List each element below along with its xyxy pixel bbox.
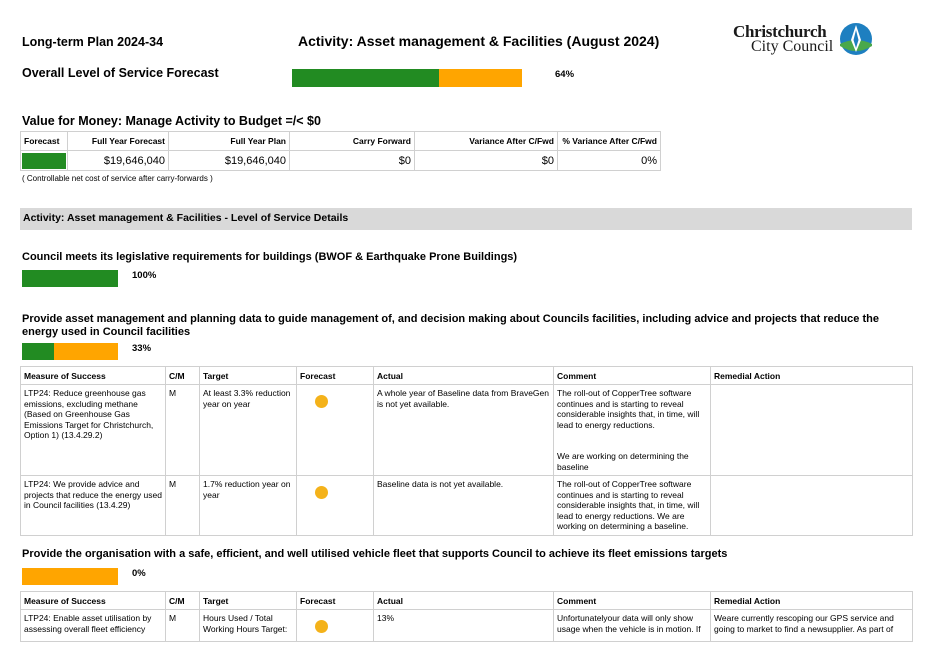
- remedial-cell: [711, 385, 913, 476]
- vfm-col-forecast: Forecast: [21, 132, 68, 151]
- actual-cell: 13%: [374, 610, 554, 642]
- council-logo: [733, 22, 873, 58]
- los-bar-green: [22, 343, 54, 360]
- los-percent-buildings: 100%: [132, 270, 157, 281]
- target-cell: Hours Used / Total Working Hours Target:: [200, 610, 297, 642]
- overall-bar-amber: [439, 69, 522, 87]
- cathedral-logo-icon: [839, 22, 873, 56]
- vfm-header-row: [21, 132, 661, 151]
- vfm-value-row: [21, 151, 661, 171]
- los-bar-amber: [54, 343, 118, 360]
- actual-cell: Baseline data is not yet available.: [374, 476, 554, 536]
- forecast-status-dot: [315, 395, 328, 408]
- col-actual: Actual: [374, 367, 554, 385]
- vfm-carry-forward: $0: [290, 151, 415, 171]
- los-bar-fleet: [22, 568, 118, 585]
- table-row: [21, 610, 913, 642]
- overall-progress-bar: [292, 69, 522, 87]
- col-comment: Comment: [554, 367, 711, 385]
- los-title-fleet: Provide the organisation with a safe, efficient, and well utilised vehicle fleet that supports Council to achieve its fleet emissions targets: [22, 548, 728, 560]
- table-row: [21, 476, 913, 536]
- los-bar-green: [22, 270, 118, 287]
- col-comment: Comment: [554, 592, 711, 610]
- vfm-col-pct-variance: % Variance After C/Fwd: [558, 132, 661, 151]
- vfm-title: Value for Money: Manage Activity to Budget =/< $0: [22, 114, 321, 128]
- col-remedial: Remedial Action: [711, 367, 913, 385]
- overall-percent: 64%: [555, 69, 575, 80]
- col-remedial: Remedial Action: [711, 592, 913, 610]
- forecast-status-swatch: [22, 153, 66, 169]
- table-row: [21, 385, 913, 476]
- col-measure: Measure of Success: [21, 592, 166, 610]
- target-cell: At least 3.3% reduction year on year: [200, 385, 297, 476]
- overall-bar-green: [292, 69, 439, 87]
- vfm-full-year-forecast: $19,646,040: [68, 151, 169, 171]
- measure-cell: LTP24: Reduce greenhouse gas emissions, excluding methane (Based on Greenhouse Gas Emissions Target for Christchurch, Option 1) (13.4.29.2): [21, 385, 166, 476]
- comment-cell: The roll-out of CopperTree software continues and is starting to reveal considerable insights that, in time, will lead to energy reductions. We are working on determining a baseline.: [554, 476, 711, 536]
- col-actual: Actual: [374, 592, 554, 610]
- col-cm: C/M: [166, 592, 200, 610]
- logo-line2: City Council: [751, 38, 834, 55]
- measure-cell: LTP24: We provide advice and projects that reduce the energy used in Council facilities (13.4.29): [21, 476, 166, 536]
- logo-line1: Christchurch: [733, 22, 827, 41]
- los-percent-fleet: 0%: [132, 568, 146, 579]
- vfm-pct-variance: 0%: [558, 151, 661, 171]
- vfm-col-variance: Variance After C/Fwd: [415, 132, 558, 151]
- col-target: Target: [200, 592, 297, 610]
- forecast-status-dot: [315, 486, 328, 499]
- los-title-energy: Provide asset management and planning data to guide management of, and decision making about Councils facilities, including advice and projects that reduce the energy used in Council facilities: [22, 313, 879, 338]
- vfm-col-full-year-forecast: Full Year Forecast: [68, 132, 169, 151]
- vfm-variance: $0: [415, 151, 558, 171]
- cm-cell: M: [166, 385, 200, 476]
- measure-cell: LTP24: Enable asset utilisation by assessing overall fleet efficiency: [21, 610, 166, 642]
- forecast-cell: [297, 610, 374, 642]
- table-header-row: [21, 592, 913, 610]
- remedial-cell: [711, 476, 913, 536]
- overall-label: Overall Level of Service Forecast: [22, 66, 219, 80]
- section-title: Activity: Asset management & Facilities - Level of Service Details: [23, 212, 349, 224]
- target-cell: 1.7% reduction year on year: [200, 476, 297, 536]
- los-bar-buildings: [22, 270, 118, 287]
- comment-text: The roll-out of CopperTree software continues and is starting to reveal considerable insights that, in time, will lead to energy reductions.: [557, 388, 700, 430]
- los-percent-energy: 33%: [132, 343, 152, 354]
- remedial-cell: Weare currently rescoping our GPS service and going to market to find a newsupplier. As part of: [711, 610, 913, 642]
- forecast-cell: [297, 476, 374, 536]
- vfm-note: ( Controllable net cost of service after carry-forwards ): [22, 174, 213, 183]
- los-title-buildings: Council meets its legislative requirements for buildings (BWOF & Earthquake Prone Buildings): [22, 251, 518, 263]
- cm-cell: M: [166, 610, 200, 642]
- forecast-cell: [297, 385, 374, 476]
- vfm-table: [20, 131, 661, 171]
- vfm-full-year-plan: $19,646,040: [169, 151, 290, 171]
- table-header-row: [21, 367, 913, 385]
- col-forecast: Forecast: [297, 592, 374, 610]
- plan-title: Long-term Plan 2024-34: [22, 35, 164, 49]
- energy-measures-table: [20, 366, 913, 536]
- vfm-col-full-year-plan: Full Year Plan: [169, 132, 290, 151]
- forecast-status-dot: [315, 620, 328, 633]
- actual-cell: A whole year of Baseline data from BraveGen is not yet available.: [374, 385, 554, 476]
- comment-cell: Unfortunatelyour data will only show usage when the vehicle is in motion. If: [554, 610, 711, 642]
- comment-cell: [554, 385, 711, 476]
- vfm-forecast-swatch: [21, 151, 68, 171]
- section-header: [20, 208, 912, 230]
- los-bar-amber: [22, 568, 118, 585]
- activity-title: Activity: Asset management & Facilities (August 2024): [298, 33, 660, 49]
- vfm-col-carry-forward: Carry Forward: [290, 132, 415, 151]
- los-bar-energy: [22, 343, 118, 360]
- comment-text-2: We are working on determining the baseline: [557, 451, 689, 472]
- col-measure: Measure of Success: [21, 367, 166, 385]
- col-forecast: Forecast: [297, 367, 374, 385]
- col-cm: C/M: [166, 367, 200, 385]
- col-target: Target: [200, 367, 297, 385]
- cm-cell: M: [166, 476, 200, 536]
- fleet-measures-table: [20, 591, 913, 642]
